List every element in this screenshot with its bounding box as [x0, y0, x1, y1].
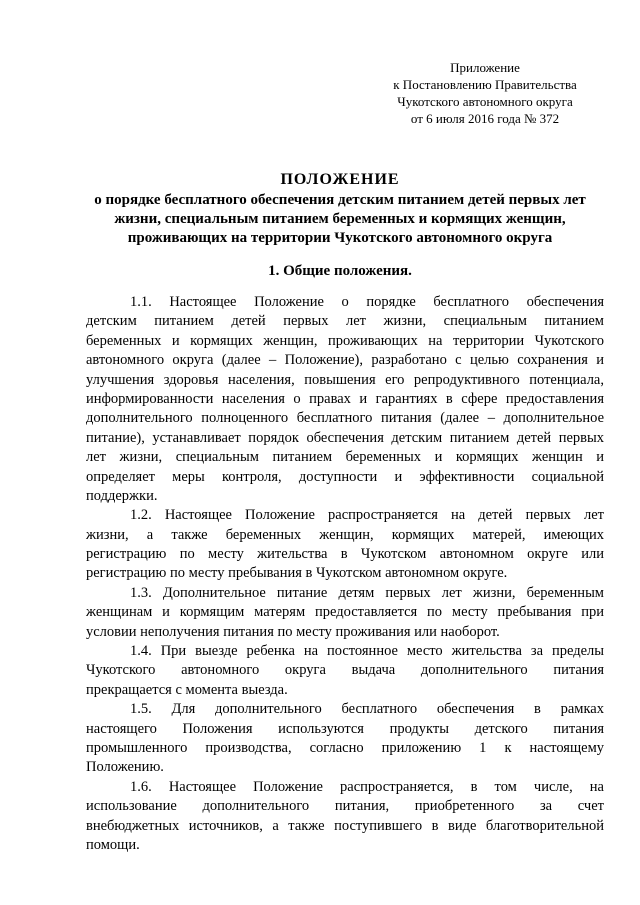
text-line: 1.1. Настоящее Положение о порядке бесплатного обеспечения — [130, 294, 604, 310]
text-line: 1.6. Настоящее Положение распространяется, в том числе, на — [130, 778, 604, 795]
text-line: прекращается с момента выезда. — [86, 681, 288, 698]
paragraph-1-4 — [86, 642, 604, 700]
subtitle-line: проживающих на территории Чукотского автономного округа — [127, 230, 553, 246]
text-line: 1.3. Дополнительное питание детям первых лет жизни, беременным — [130, 584, 604, 601]
title-block — [60, 170, 620, 248]
paragraph-1-5 — [86, 700, 604, 778]
paragraph-1-2 — [86, 506, 604, 584]
text-line: поддержки. — [86, 487, 158, 504]
paragraph-1-1 — [86, 293, 604, 506]
text-line: определяет меры контроля, доступности и эффективности социальной — [86, 468, 604, 485]
text-line: 1.2. Настоящее Положение распространяется на детей первых лет — [130, 507, 604, 524]
text-line: женщинам и кормящим матерям предоставляется по месту пребывания при — [86, 604, 604, 621]
text-line: 1.4. При выезде ребенка на постоянное место жительства за пределы — [130, 643, 604, 660]
appendix-line: Чукотского автономного округа — [397, 94, 573, 109]
document-title: ПОЛОЖЕНИЕ — [280, 171, 400, 188]
text-line: промышленного производства, согласно приложению 1 к настоящему — [86, 739, 604, 756]
appendix-line: Приложение — [450, 60, 520, 75]
text-line: питание), устанавливает порядок обеспечения детским питанием детей первых — [86, 429, 604, 446]
subtitle-line: о порядке бесплатного обеспечения детским питанием детей первых лет — [94, 192, 586, 208]
subtitle-line: жизни, специальным питанием беременных и кормящих женщин, — [114, 211, 566, 227]
appendix-line: от 6 июля 2016 года № 372 — [410, 111, 560, 126]
text-line: улучшения здоровья населения, повышения его репродуктивного потенциала, — [86, 371, 604, 388]
text-line: регистрацию по месту пребывания в Чукотском автономном округе. — [86, 565, 508, 582]
appendix-header — [372, 59, 598, 127]
text-line: жизни, а также беременных женщин, кормящих матерей, имеющих — [86, 526, 604, 543]
text-line: Чукотского автономного округа выдача дополнительного питания — [86, 662, 604, 679]
text-line: дополнительного полноценного бесплатного питания (далее – дополнительное — [86, 410, 604, 427]
text-line: 1.5. Для дополнительного бесплатного обеспечения в рамках — [130, 701, 604, 718]
appendix-line: к Постановлению Правительства — [393, 77, 577, 92]
text-line: условии неполучения питания по месту проживания или наоборот. — [86, 623, 500, 640]
section-heading: 1. Общие положения. — [268, 263, 412, 279]
text-line: внебюджетных источников, а также поступившего в виде благотворительной — [86, 817, 604, 834]
text-line: использование дополнительного питания, приобретенного за счет — [86, 798, 604, 815]
document-subtitle — [60, 191, 620, 248]
text-line: регистрацию по месту жительства в Чукотском автономном округе или — [86, 546, 604, 563]
text-line: Положению. — [86, 759, 164, 776]
paragraph-1-6 — [86, 778, 604, 856]
text-line: информированности населения о правах и гарантиях в сфере предоставления — [86, 390, 604, 407]
text-line: автономного округа (далее – Положение), разработано с целью сохранения и — [86, 352, 604, 369]
text-line: настоящего Положения используются продукты детского питания — [86, 720, 604, 737]
text-line: беременных и кормящих женщин, проживающих на территории Чукотского — [86, 332, 604, 349]
text-line: лет жизни, специальным питанием беременных и кормящих женщин и — [86, 449, 604, 466]
text-line: детским питанием детей первых лет жизни, специальным питанием — [86, 313, 604, 330]
paragraph-1-3 — [86, 584, 604, 642]
text-line: помощи. — [86, 836, 140, 853]
document-body — [86, 293, 604, 855]
